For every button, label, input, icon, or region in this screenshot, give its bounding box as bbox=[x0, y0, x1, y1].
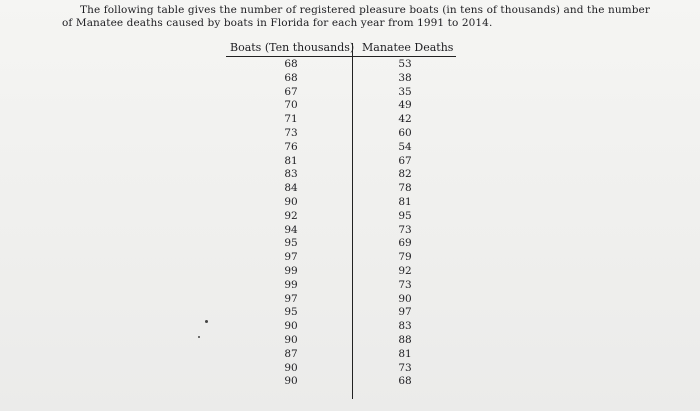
boats-cell: 68 bbox=[284, 58, 298, 70]
deaths-column bbox=[390, 58, 420, 389]
deaths-cell: 73 bbox=[398, 361, 412, 374]
deaths-cell: 67 bbox=[398, 154, 412, 167]
boats-cell: 99 bbox=[284, 278, 298, 291]
deaths-cell: 79 bbox=[398, 251, 412, 264]
boats-cell: 90 bbox=[284, 320, 298, 333]
boats-cell: 71 bbox=[284, 113, 298, 126]
stray-mark bbox=[205, 320, 208, 323]
header-rule bbox=[226, 56, 456, 57]
boats-cell: 68 bbox=[284, 71, 298, 84]
deaths-cell: 73 bbox=[398, 278, 412, 291]
boats-cell: 70 bbox=[284, 99, 298, 112]
deaths-cell: 97 bbox=[398, 306, 412, 319]
data-table bbox=[226, 41, 456, 401]
boats-cell: 81 bbox=[284, 154, 298, 167]
boats-cell: 97 bbox=[284, 251, 298, 264]
boats-cell: 99 bbox=[284, 264, 298, 277]
problem-statement-line-1: The following table gives the number of registered pleasure boats (in tens of thousands) and the number bbox=[80, 4, 650, 16]
boats-cell: 94 bbox=[284, 223, 298, 236]
boats-cell: 90 bbox=[284, 375, 298, 388]
boats-column bbox=[276, 58, 306, 389]
boats-cell: 73 bbox=[284, 126, 298, 139]
deaths-cell: 38 bbox=[398, 71, 412, 84]
boats-cell: 90 bbox=[284, 333, 298, 346]
deaths-cell: 69 bbox=[398, 237, 412, 250]
boats-cell: 95 bbox=[284, 237, 298, 250]
column-divider bbox=[352, 43, 353, 399]
deaths-cell: 35 bbox=[398, 85, 412, 98]
boats-cell: 92 bbox=[284, 209, 298, 222]
stray-mark bbox=[198, 336, 200, 338]
deaths-cell: 95 bbox=[398, 209, 412, 222]
deaths-cell: 73 bbox=[398, 223, 412, 236]
boats-cell: 76 bbox=[284, 140, 298, 153]
deaths-cell: 49 bbox=[398, 99, 412, 112]
deaths-column-header: Manatee Deaths bbox=[362, 41, 454, 54]
problem-statement-line-2: of Manatee deaths caused by boats in Florida for each year from 1991 to 2014. bbox=[62, 17, 493, 29]
boats-cell: 87 bbox=[284, 347, 298, 360]
deaths-cell: 81 bbox=[398, 195, 412, 208]
boats-cell: 95 bbox=[284, 306, 298, 319]
boats-cell: 97 bbox=[284, 292, 298, 305]
deaths-cell: 83 bbox=[398, 320, 412, 333]
boats-cell: 67 bbox=[284, 85, 298, 98]
deaths-cell: 81 bbox=[398, 347, 412, 360]
deaths-cell: 92 bbox=[398, 264, 412, 277]
deaths-cell: 68 bbox=[398, 375, 412, 388]
boats-cell: 90 bbox=[284, 195, 298, 208]
deaths-cell: 82 bbox=[398, 168, 412, 181]
boats-cell: 83 bbox=[284, 168, 298, 181]
deaths-cell: 60 bbox=[398, 126, 412, 139]
deaths-cell: 54 bbox=[398, 140, 412, 153]
deaths-cell: 53 bbox=[398, 58, 412, 70]
deaths-cell: 78 bbox=[398, 182, 412, 195]
deaths-cell: 42 bbox=[398, 113, 412, 126]
deaths-cell: 88 bbox=[398, 333, 412, 346]
boats-column-header: Boats (Ten thousands) bbox=[230, 41, 355, 54]
boats-cell: 84 bbox=[284, 182, 298, 195]
deaths-cell: 90 bbox=[398, 292, 412, 305]
boats-cell: 90 bbox=[284, 361, 298, 374]
